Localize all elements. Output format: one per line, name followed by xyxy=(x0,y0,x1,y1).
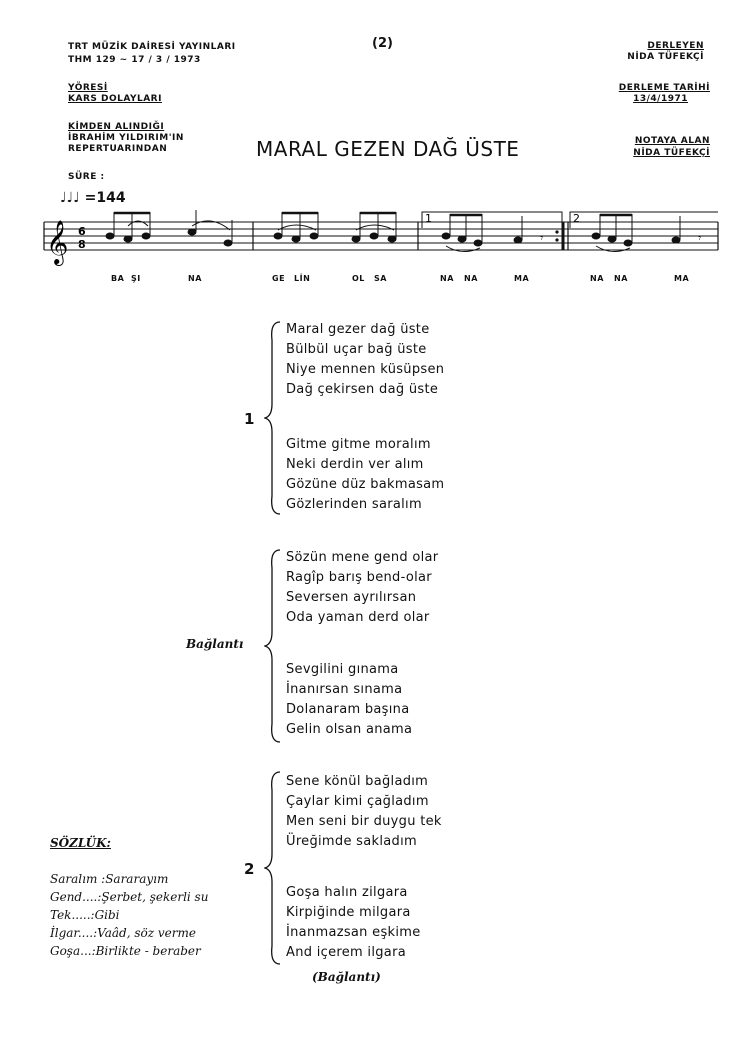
source-label: KİMDEN ALINDIĞI xyxy=(68,122,165,132)
verse-line: Gelin olsan anama xyxy=(286,722,413,737)
syllable: NA xyxy=(440,274,454,283)
glossary-meaning: Şerbet, şekerli su xyxy=(101,890,209,904)
glossary-entry xyxy=(50,924,208,942)
glossary-meaning: Sararayım xyxy=(105,872,169,886)
syllable: GE xyxy=(272,274,286,283)
syllable: LİN xyxy=(294,274,311,283)
glossary-term: Goşa...: xyxy=(50,944,96,958)
music-staff xyxy=(0,200,750,270)
verse-line: Dolanaram başına xyxy=(286,702,410,717)
volta-2-label: 2 xyxy=(573,212,580,225)
duration-label: SÜRE : xyxy=(68,172,105,182)
refrain-reference: (Bağlantı) xyxy=(312,970,381,984)
syllable: BA xyxy=(111,274,125,283)
region-value: KARS DOLAYLARI xyxy=(68,94,162,104)
syllable: ŞI xyxy=(131,274,141,283)
glossary-entry xyxy=(50,942,208,960)
refrain-part-a xyxy=(286,548,438,628)
verse-line: Gözüne düz bakmasam xyxy=(286,477,445,492)
verse-line: Dağ çekirsen dağ üste xyxy=(286,382,439,397)
rest-symbol: 𝄾 xyxy=(540,231,544,245)
verse-line: Bülbül uçar bağ üste xyxy=(286,342,427,357)
verse-line: Gözlerinden saralım xyxy=(286,497,422,512)
glossary-meaning: Vaâd, söz verme xyxy=(97,926,196,940)
syllable: OL xyxy=(352,274,365,283)
stanza1-brace xyxy=(264,320,284,515)
verse-line: Çaylar kimi çağladım xyxy=(286,794,429,809)
notes xyxy=(106,210,680,246)
glossary-meaning: Birlikte - beraber xyxy=(95,944,201,958)
verse-line: Niye mennen küsüpsen xyxy=(286,362,445,377)
publisher-line: TRT MÜZİK DAİRESİ YAYINLARI xyxy=(68,42,236,52)
time-signature-top: 6 xyxy=(78,225,86,238)
refrain-part-b xyxy=(286,660,412,740)
glossary-meaning: Gibi xyxy=(94,908,120,922)
verse-line: Ragîp barış bend-olar xyxy=(286,570,432,585)
glossary-term: Gend....: xyxy=(50,890,102,904)
verse-line: Neki derdin ver alım xyxy=(286,457,424,472)
verse-line: İnanmazsan eşkime xyxy=(286,925,421,940)
glossary-title: SÖZLÜK: xyxy=(50,836,111,850)
syllable: SA xyxy=(374,274,387,283)
glossary-term: Tek.....: xyxy=(50,908,95,922)
verse-line: Gitme gitme moralım xyxy=(286,437,431,452)
stanza-number: 1 xyxy=(244,410,255,428)
verse-line: Seversen ayrılırsan xyxy=(286,590,417,605)
rest-symbol: 𝄾 xyxy=(698,231,702,245)
refrain-label: Bağlantı xyxy=(186,637,244,651)
syllable: MA xyxy=(674,274,690,283)
region-label: YÖRESİ xyxy=(68,83,108,93)
source-value-1: İBRAHİM YILDIRIM'IN xyxy=(68,133,184,143)
compile-date-label: DERLEME TARİHİ xyxy=(618,83,710,93)
source-value-2: REPERTUARINDAN xyxy=(68,144,168,154)
stanza1-part-b xyxy=(286,435,444,515)
glossary-entry xyxy=(50,888,208,906)
tempo-marking: ♩♩♩ =144 xyxy=(60,190,126,206)
verse-line: Sevgilini gınama xyxy=(286,662,399,677)
verse-line: Oda yaman derd olar xyxy=(286,610,430,625)
verse-line: Üreğimde sakladım xyxy=(286,834,417,849)
volta-1-label: 1 xyxy=(425,212,432,225)
compiler-label: DERLEYEN xyxy=(647,41,704,51)
transcriber-name: NİDA TÜFEKÇİ xyxy=(633,148,710,158)
treble-clef-icon: 𝄞 xyxy=(46,220,69,264)
syllable: MA xyxy=(514,274,530,283)
stanza2-brace xyxy=(264,770,284,965)
glossary-term: İlgar....: xyxy=(50,926,98,940)
syllable: NA xyxy=(464,274,478,283)
glossary-entry xyxy=(50,906,208,924)
stanza2-part-b xyxy=(286,883,421,963)
syllable: NA xyxy=(188,274,202,283)
compile-date: 13/4/1971 xyxy=(633,94,688,104)
stanza-number: 2 xyxy=(244,860,255,878)
compiler-name: NİDA TÜFEKÇİ xyxy=(627,52,704,62)
refrain-brace xyxy=(264,548,284,743)
verse-line: İnanırsan sınama xyxy=(286,682,403,697)
verse-line: Kirpiğinde milgara xyxy=(286,905,411,920)
verse-line: Goşa halın zilgara xyxy=(286,885,408,900)
verse-line: Maral gezer dağ üste xyxy=(286,322,430,337)
glossary-list xyxy=(50,870,208,960)
verse-line: And içerem ilgara xyxy=(286,945,406,960)
syllable: NA xyxy=(614,274,628,283)
verse-line: Sene könül bağladım xyxy=(286,774,429,789)
page-number: (2) xyxy=(372,36,393,51)
transcriber-label: NOTAYA ALAN xyxy=(634,136,710,146)
song-title: MARAL GEZEN DAĞ ÜSTE xyxy=(256,137,520,161)
stanza1-part-a xyxy=(286,320,444,400)
stanza2-part-a xyxy=(286,772,442,852)
verse-line: Sözün mene gend olar xyxy=(286,550,439,565)
glossary-term: Saralım : xyxy=(50,872,106,886)
syllable: NA xyxy=(590,274,604,283)
verse-line: Men seni bir duygu tek xyxy=(286,814,442,829)
glossary-entry xyxy=(50,870,208,888)
time-signature-bottom: 8 xyxy=(78,238,86,251)
catalog-number: THM 129 ~ 17 / 3 / 1973 xyxy=(68,55,201,65)
